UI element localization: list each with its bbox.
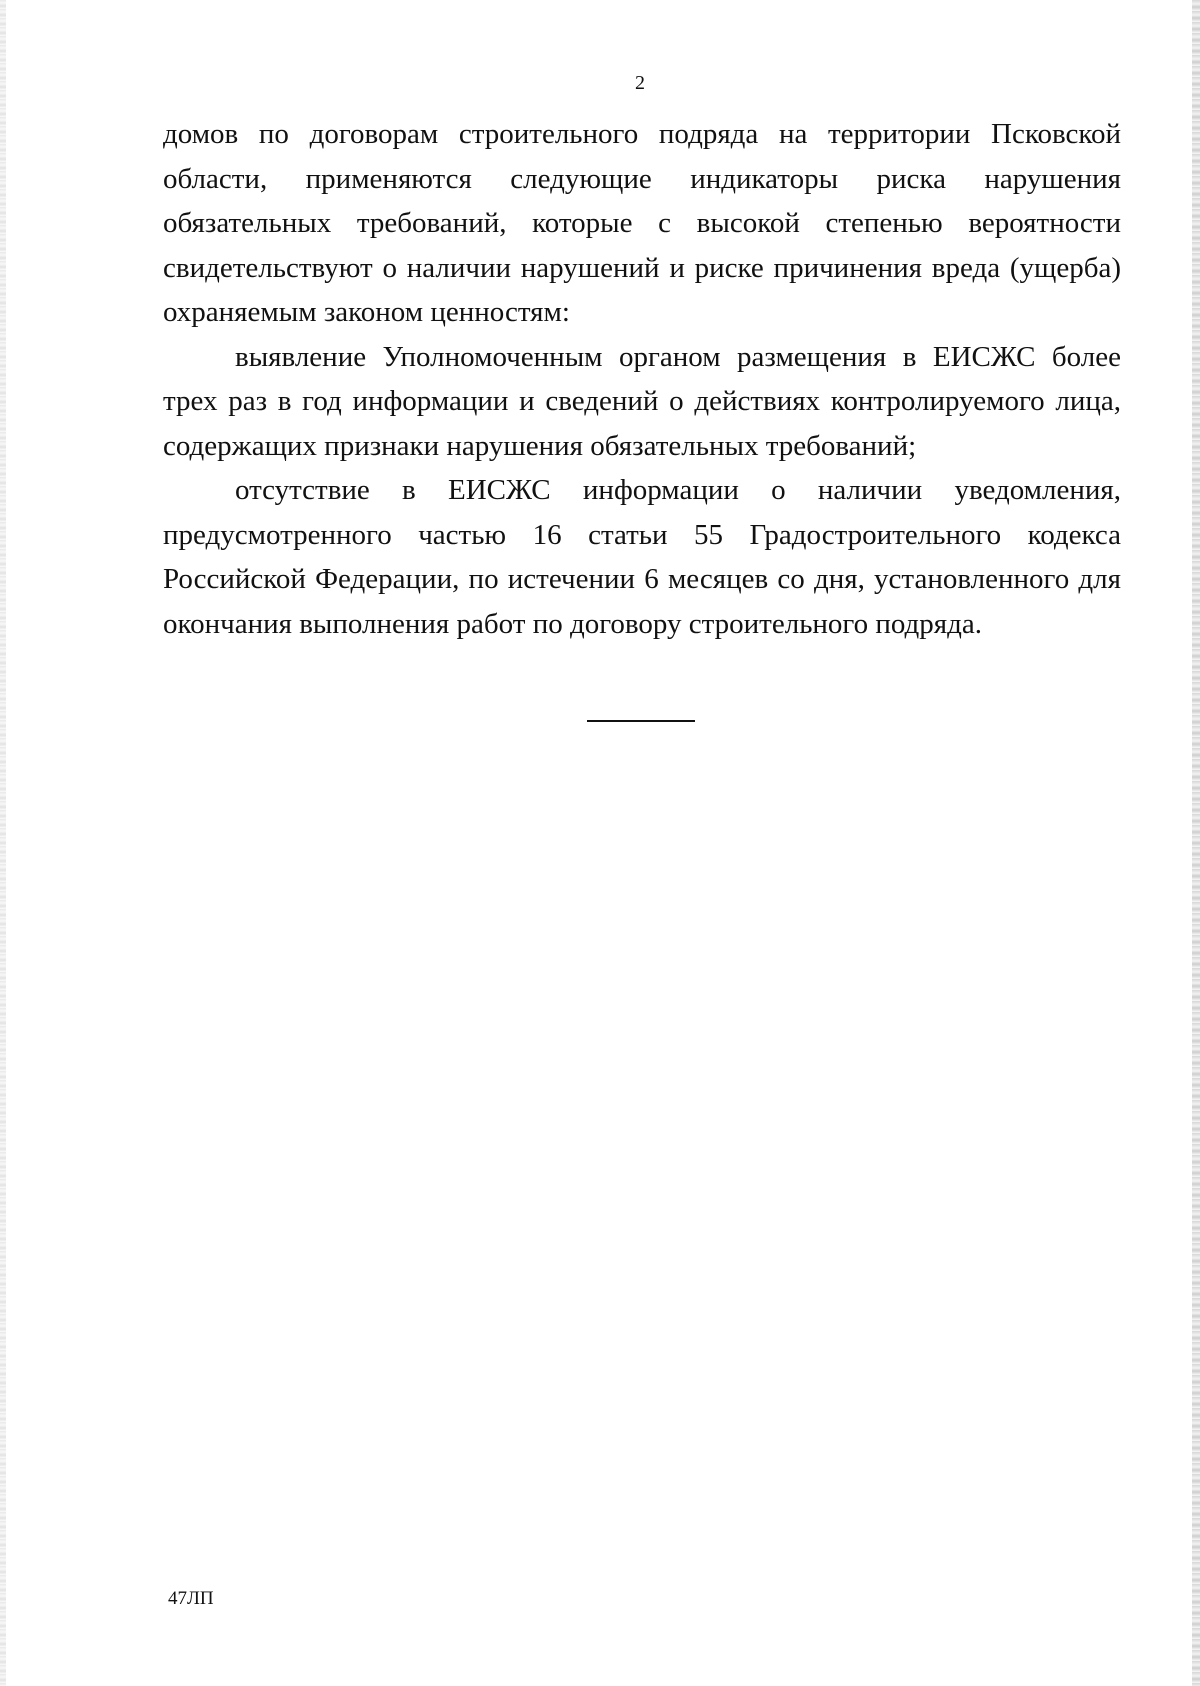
paragraph-risk-indicator-1: выявление Уполномоченным органом размещения в ЕИСЖС более трех раз в год информации и сведений о действиях контролируемого лица, содержащих признаки нарушения обязательных требований; — [163, 340, 1121, 462]
footer-document-code: 47ЛП — [168, 1588, 214, 1609]
paragraph-risk-indicator-2: отсутствие в ЕИСЖС информации о наличии уведомления, предусмотренного частью 16 статьи 55 Градостроительного кодекса Российской Федерации, по истечении 6 месяцев со дня, установленного для окончания выполнения работ по договору строительного подряда. — [163, 474, 1121, 640]
document-body — [163, 112, 1121, 646]
end-separator-line — [587, 720, 695, 722]
scan-edge-left — [0, 0, 6, 1686]
page-number: 2 — [635, 72, 645, 94]
paragraph-continuation: домов по договорам строительного подряда на территории Псковской области, применяются следующие индикаторы риска нарушения обязательных требований, которые с высокой степенью вероятности свидетельствуют о наличии нарушений и риске причинения вреда (ущерба) охраняемым законом ценностям: — [163, 118, 1121, 328]
scan-edge-right — [1192, 0, 1200, 1686]
